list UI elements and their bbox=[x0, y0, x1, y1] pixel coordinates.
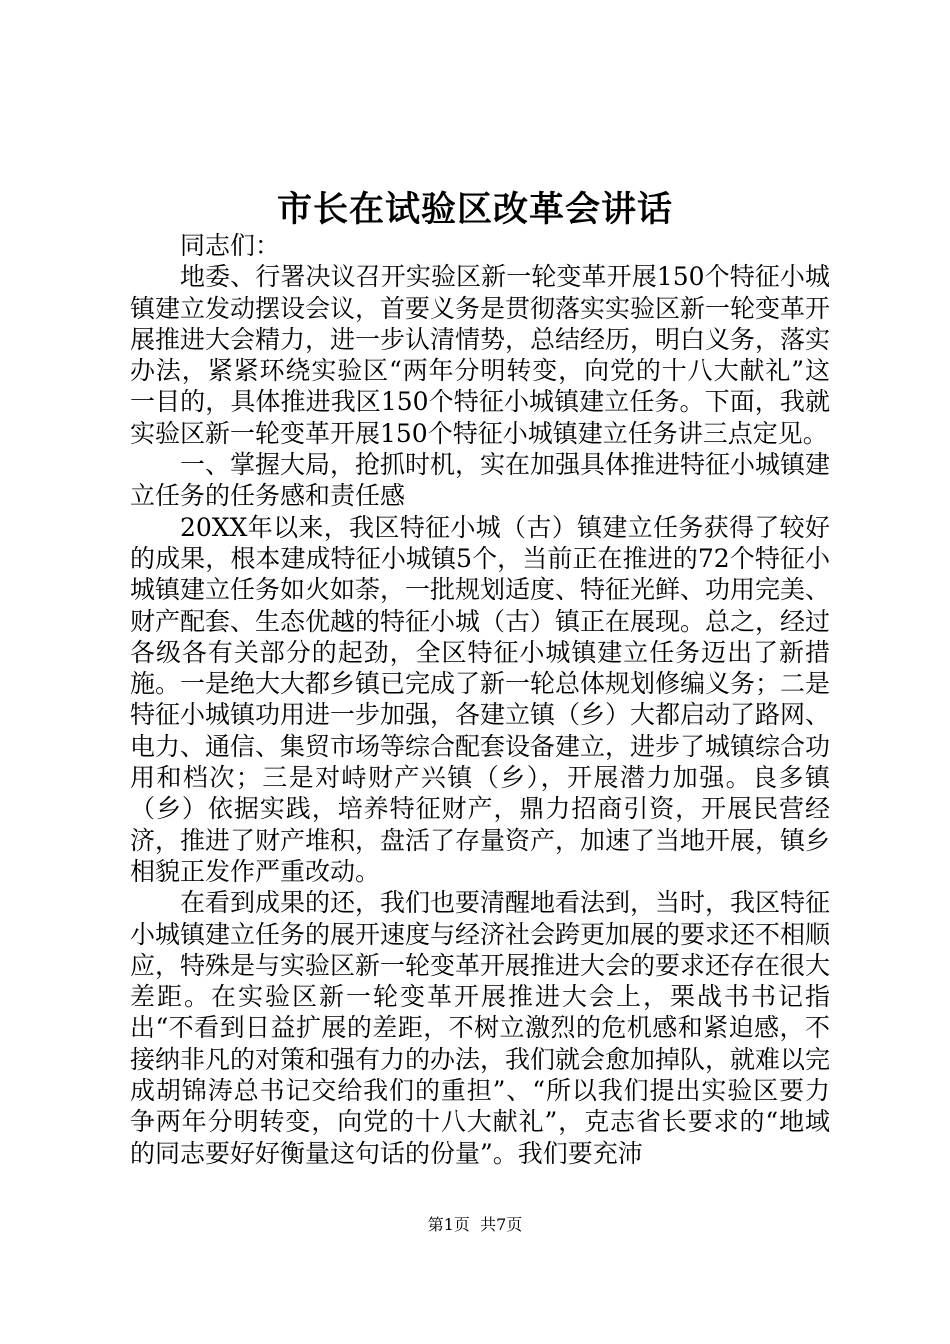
document-title: 市长在试验区改革会讲话 bbox=[276, 189, 673, 230]
paragraph-intro: 地委、行署决议召开实验区新一轮变革开展150个特征小城镇建立发动摆设会议，首要义务是贯彻落实实验区新一轮变革开展推进大会精力，进一步认清情势，总结经历，明白义务，落实办法，紧紧环绕实验区“两年分明转变，向党的十八大献礼”这一目的，具体推进我区150个特征小城镇建立任务。下面，我就实验区新一轮变革开展150个特征小城镇建立任务讲三点定见。 bbox=[130, 262, 831, 448]
page-total: 共7页 bbox=[480, 1215, 523, 1234]
document-body bbox=[130, 230, 830, 1169]
paragraph-achievements: 20XX年以来，我区特征小城（古）镇建立任务获得了较好的成果，根本建成特征小城镇5个，当前正在推进的72个特征小城镇建立任务如火如荼，一批规划适度、特征光鲜、功用完美、财产配套、生态优越的特征小城（古）镇正在展现。总之，经过各级各有关部分的起劲，全区特征小城镇建立任务迈出了新措施。一是绝大大都乡镇已完成了新一轮总体规划修编义务；二是特征小城镇功用进一步加强，各建立镇（乡）大都启动了路网、电力、通信、集贸市场等综合配套设备建立，进步了城镇综合功用和档次；三是对峙财产兴镇（乡），开展潜力加强。良多镇（乡）依据实践，培养特征财产，鼎力招商引资，开展民营经济，推进了财产堆积，盘活了存量资产，加速了当地开展，镇乡相貌正发作严重改动。 bbox=[130, 512, 831, 886]
salutation: 同志们： bbox=[180, 231, 281, 260]
paragraph-gaps: 在看到成果的还，我们也要清醒地看法到，当时，我区特征小城镇建立任务的展开速度与经济社会跨更加展的要求还不相顺应，特殊是与实验区新一轮变革开展推进大会的要求还存在很大差距。在实验区新一轮变革开展推进大会上，栗战书书记指出“不看到日益扩展的差距，不树立激烈的危机感和紧迫感，不接纳非凡的对策和强有力的办法，我们就会愈加掉队，就难以完成胡锦涛总书记交给我们的重担”、“所以我们提出实验区要力争两年分明转变，向党的十八大献礼”，克志省长要求的“地域的同志要好好衡量这句话的份量”。我们要充沛 bbox=[130, 888, 831, 1168]
section-heading-1: 一、掌握大局，抢抓时机，实在加强具体推进特征小城镇建立任务的任务感和责任感 bbox=[130, 450, 831, 511]
page-number: 第1页 bbox=[427, 1215, 470, 1234]
page-footer bbox=[0, 1213, 950, 1237]
